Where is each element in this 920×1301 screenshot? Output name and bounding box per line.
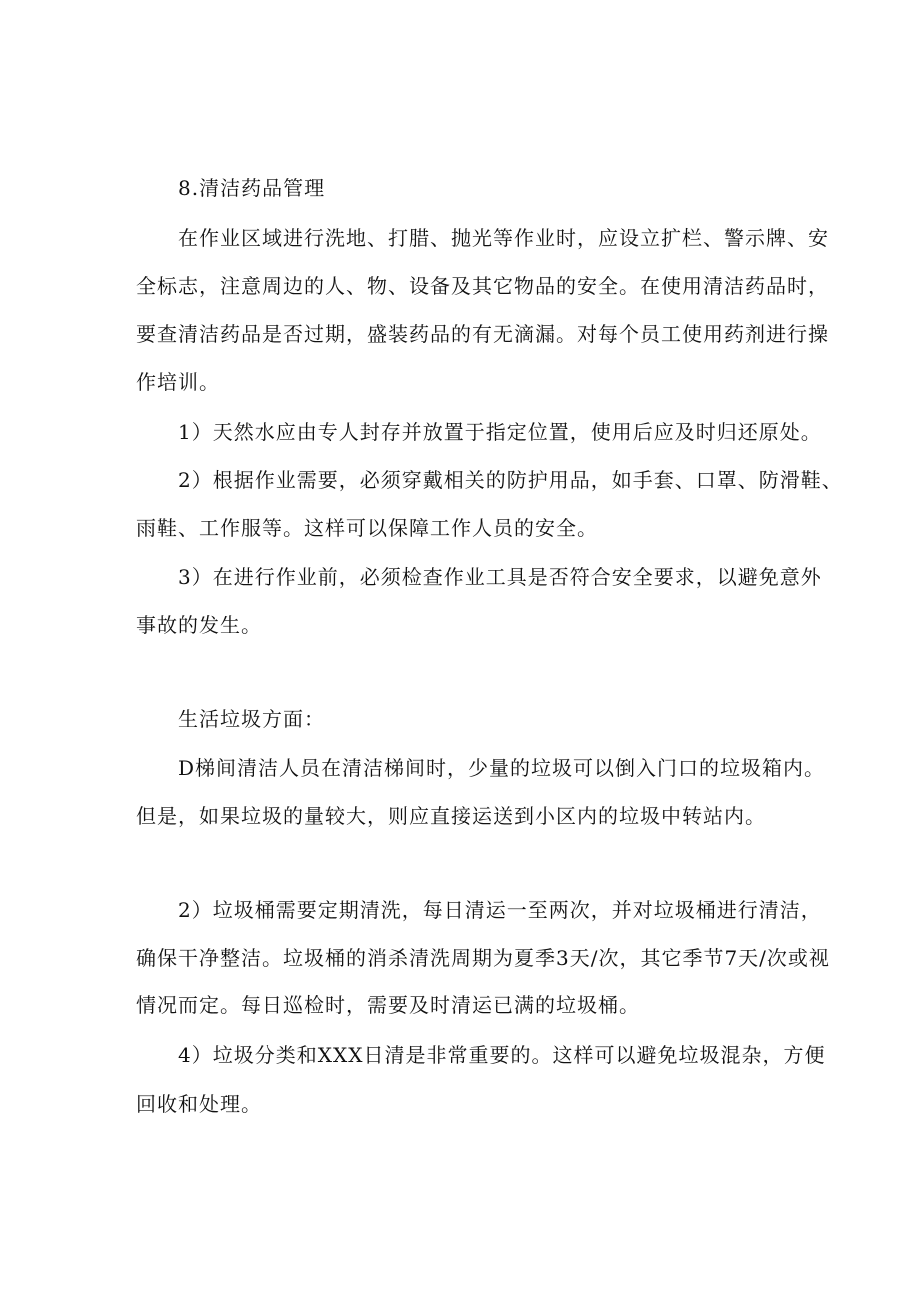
paragraph-line: 全标志，注意周边的人、物、设备及其它物品的安全。在使用清洁药品时， [136, 274, 829, 298]
paragraph-line: 在作业区域进行洗地、打腊、抛光等作业时，应设立扩栏、警示牌、安 [178, 226, 829, 250]
garbage-item-2-line: 2）垃圾桶需要定期清洗，每日清运一至两次，并对垃圾桶进行清洁， [178, 898, 822, 922]
garbage-item-4-line: 回收和处理。 [136, 1092, 262, 1116]
paragraph-line: 要查清洁药品是否过期，盛装药品的有无滴漏。对每个员工使用药剂进行操 [136, 322, 829, 346]
section-heading-cleaning-chemicals: 8.清洁药品管理 [178, 176, 326, 200]
paragraph-line: 作培训。 [136, 370, 220, 394]
list-item-1-line: 1）天然水应由专人封存并放置于指定位置，使用后应及时归还原处。 [178, 420, 822, 444]
garbage-item-1-line: D梯间清洁人员在清洁梯间时，少量的垃圾可以倒入门口的垃圾箱内。 [178, 756, 826, 780]
list-item-2-line: 雨鞋、工作服等。这样可以保障工作人员的安全。 [136, 516, 598, 540]
list-item-3-line: 3）在进行作业前，必须检查作业工具是否符合安全要求，以避免意外 [178, 565, 822, 589]
garbage-item-4-line: 4）垃圾分类和XXX日清是非常重要的。这样可以避免垃圾混杂，方便 [178, 1043, 826, 1067]
list-item-3-line: 事故的发生。 [136, 613, 262, 637]
garbage-item-1-line: 但是，如果垃圾的量较大，则应直接运送到小区内的垃圾中转站内。 [136, 804, 766, 828]
section-heading-household-garbage: 生活垃圾方面： [178, 707, 325, 731]
garbage-item-2-line: 确保干净整洁。垃圾桶的消杀清洗周期为夏季3天/次，其它季节7天/次或视 [136, 946, 830, 970]
garbage-item-2-line: 情况而定。每日巡检时，需要及时清运已满的垃圾桶。 [136, 993, 640, 1017]
list-item-2-line: 2）根据作业需要，必须穿戴相关的防护用品，如手套、口罩、防滑鞋、 [178, 468, 843, 492]
